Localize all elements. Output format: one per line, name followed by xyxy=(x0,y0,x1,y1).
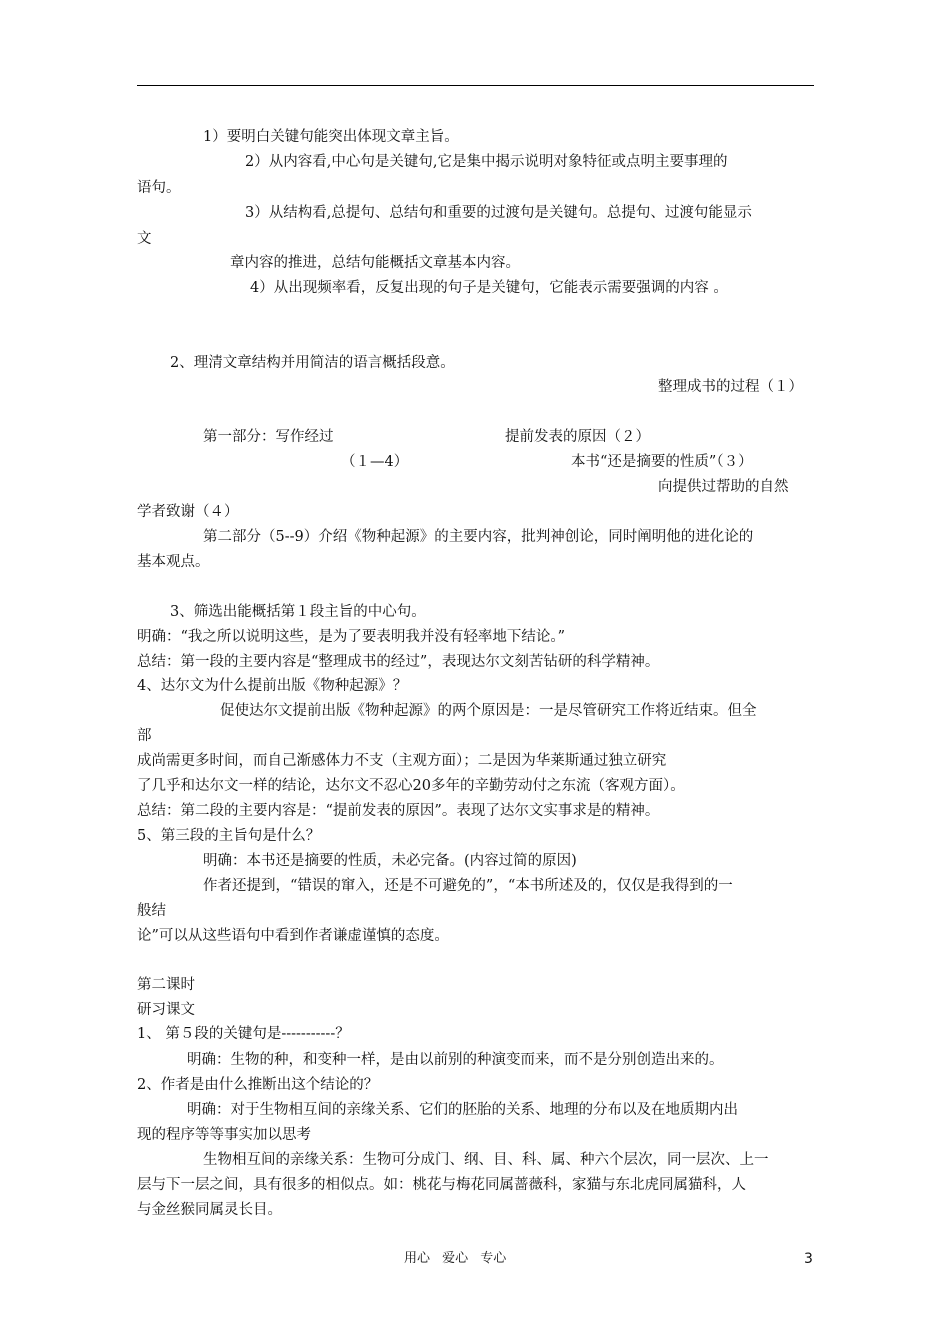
text-line: 总结：第一段的主要内容是“整理成书的经过”，表现达尔文刻苦钻研的科学精神。 xyxy=(137,654,660,670)
page-number: 3 xyxy=(804,1251,813,1267)
text-line: 般结 xyxy=(137,903,166,919)
text-line: 与金丝猴同属灵长目。 xyxy=(137,1202,282,1218)
text-line: 了几乎和达尔文一样的结论，达尔文不忍心20多年的辛勤劳动付之东流（客观方面）。 xyxy=(137,778,685,794)
text-line: 层与下一层之间，具有很多的相似点。如：桃花与梅花同属蔷薇科，家猫与东北虎同属猫科，人 xyxy=(137,1177,746,1193)
text-line: 4）从出现频率看，反复出现的句子是关键句，它能表示需要强调的内容 。 xyxy=(250,280,728,296)
outline-item: 整理成书的过程（１） xyxy=(658,379,803,395)
lesson-heading: 第二课时 xyxy=(137,977,195,993)
section-heading: 3、筛选出能概括第１段主旨的中心句。 xyxy=(170,604,426,620)
text-line: 2）从内容看,中心句是关键句,它是集中揭示说明对象特征或点明主要事理的 xyxy=(245,154,728,170)
page-footer: 用心 爱心 专心 xyxy=(404,1251,507,1266)
header-rule xyxy=(137,85,814,86)
outline-item: 提前发表的原因（２） xyxy=(505,429,650,445)
section-heading: 1、 第５段的关键句是-----------？ xyxy=(137,1026,350,1042)
text-line: 总结：第二段的主要内容是：“提前发表的原因”。表现了达尔文实事求是的精神。 xyxy=(137,803,660,819)
text-line: 3）从结构看,总提句、总结句和重要的过渡句是关键句。总提句、过渡句能显示 xyxy=(245,205,752,221)
text-line: 章内容的推进，总结句能概括文章基本内容。 xyxy=(230,255,520,271)
text-line: 明确：本书还是摘要的性质，未必完备。(内容过简的原因) xyxy=(203,853,577,869)
section-heading: 4、达尔文为什么提前出版《物种起源》？ xyxy=(137,678,408,694)
section-heading: 2、作者是由什么推断出这个结论的？ xyxy=(137,1077,379,1093)
outline-item: 本书“还是摘要的性质”（３） xyxy=(571,454,753,470)
lesson-subheading: 研习课文 xyxy=(137,1002,195,1018)
text-line: 基本观点。 xyxy=(137,554,210,570)
text-line: 语句。 xyxy=(137,180,181,196)
outline-item: （１—4） xyxy=(341,454,409,470)
text-line: 生物相互间的亲缘关系：生物可分成门、纲、目、科、属、种六个层次，同一层次、上一 xyxy=(203,1152,769,1168)
text-line: 现的程序等等事实加以思考 xyxy=(137,1127,311,1143)
outline-item: 第一部分：写作经过 xyxy=(203,429,334,445)
section-heading: 2、理清文章结构并用简洁的语言概括段意。 xyxy=(170,355,455,371)
text-line: 明确：对于生物相互间的亲缘关系、它们的胚胎的关系、地理的分布以及在地质期内出 xyxy=(187,1102,738,1118)
text-line: 成尚需更多时间，而自己渐感体力不支（主观方面）；二是因为华莱斯通过独立研究 xyxy=(137,753,667,769)
text-line: 部 xyxy=(137,728,152,744)
text-line: 第二部分（5--9）介绍《物种起源》的主要内容，批判神创论，同时阐明他的进化论的 xyxy=(203,529,754,545)
outline-item: 学者致谢（４） xyxy=(137,504,239,520)
text-line: 明确：生物的种，和变种一样，是由以前别的种演变而来，而不是分别创造出来的。 xyxy=(187,1052,724,1068)
text-line: 促使达尔文提前出版《物种起源》的两个原因是：一是尽管研究工作将近结束。但全 xyxy=(220,703,757,719)
text-line: 文 xyxy=(137,231,152,247)
outline-item: 向提供过帮助的自然 xyxy=(658,479,789,495)
text-line: 明确：“我之所以说明这些，是为了要表明我并没有轻率地下结论。” xyxy=(137,629,566,645)
text-line: 论”可以从这些语句中看到作者谦虚谨慎的态度。 xyxy=(137,928,449,944)
section-heading: 5、第三段的主旨句是什么？ xyxy=(137,828,321,844)
text-line: 作者还提到，“错误的窜入，还是不可避免的”，“本书所述及的，仅仅是我得到的一 xyxy=(203,878,733,894)
text-line: 1）要明白关键句能突出体现文章主旨。 xyxy=(203,129,459,145)
